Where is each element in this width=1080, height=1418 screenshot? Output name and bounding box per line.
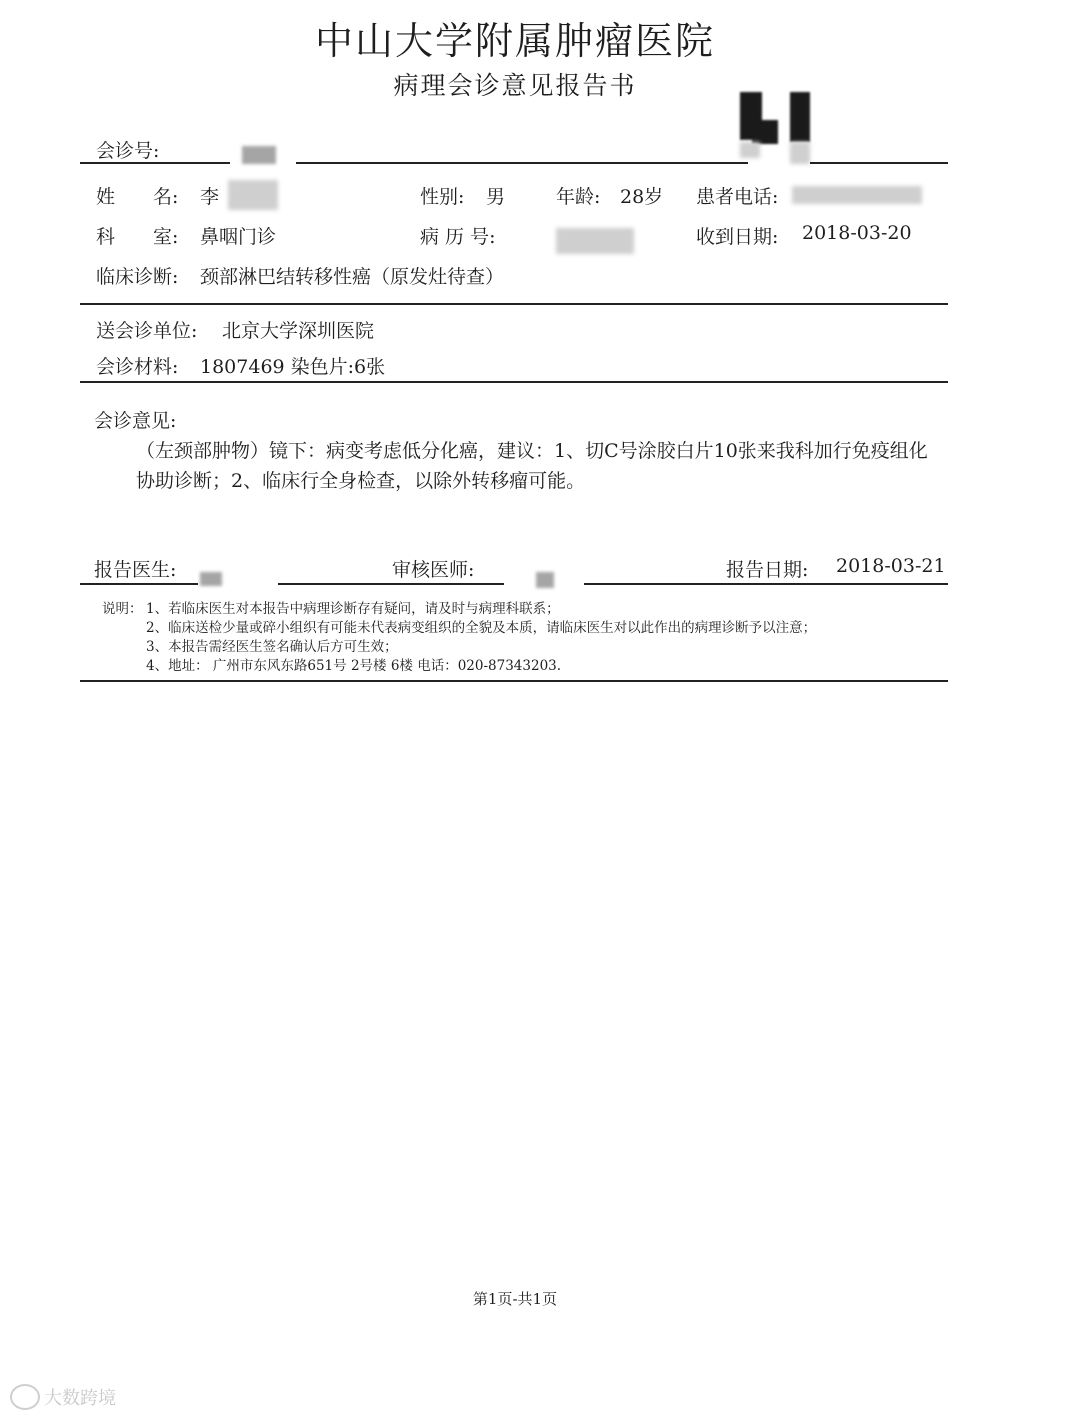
note-item: 1、若临床医生对本报告中病理诊断存有疑问，请及时与病理科联系； [146,601,560,617]
page-number: 第1页-共1页 [472,1290,558,1308]
diagnosis-value: 颈部淋巴结转移性癌（原发灶待查） [200,266,505,288]
name-label: 姓 名: [96,186,179,208]
hospital-title: 中山大学附属肿瘤医院 [314,19,715,63]
name-value: 李 [200,186,220,208]
dept-label: 科 室: [96,226,179,248]
doctor-label: 报告医生: [94,559,177,581]
received-label: 收到日期: [696,226,779,248]
reviewer-label: 审核医师: [392,559,475,581]
redaction-mark [752,120,778,144]
opinion-label: 会诊意见: [94,410,177,432]
redaction-mark [790,142,810,164]
redaction-mark [792,186,922,204]
age-label: 年龄: [556,186,601,208]
divider [278,583,504,585]
report-date-label: 报告日期: [726,559,809,581]
redaction-mark [228,180,278,210]
divider [80,303,948,305]
report-title: 病理会诊意见报告书 [393,71,637,100]
redaction-mark [536,572,554,588]
report-date-value: 2018-03-21 [836,555,946,577]
record-label: 病 历 号: [420,226,496,248]
watermark-text: 大数跨境 [44,1388,116,1409]
consult-no-label: 会诊号: [96,140,160,162]
divider [296,162,748,164]
divider [80,162,230,164]
redaction-mark [242,146,276,164]
note-item: 4、地址： 广州市东风东路651号 2号楼 6楼 电话：020-87343203. [146,658,562,674]
opinion-text: （左颈部肿物）镜下：病变考虑低分化癌，建议：1、切C号涂胶白片10张来我科加行免疫组化协助诊断；2、临床行全身检查，以除外转移瘤可能。 [136,440,928,492]
received-value: 2018-03-20 [802,222,912,244]
note-item: 3、本报告需经医生签名确认后方可生效； [146,639,398,655]
divider [80,381,948,383]
divider [80,680,948,682]
redaction-mark [790,92,810,142]
divider [810,162,948,164]
material-label: 会诊材料: [96,356,179,378]
material-value: 1807469 染色片:6张 [200,356,386,378]
watermark-logo-icon [10,1384,40,1410]
note-item: 2、临床送检少量或碎小组织有可能未代表病变组织的全貌及本质，请临床医生对以此作出的病理诊断予以注意； [146,620,817,636]
diagnosis-label: 临床诊断: [96,266,179,288]
sending-unit-value: 北京大学深圳医院 [222,320,375,342]
redaction-mark [740,142,760,158]
redaction-mark [200,572,222,586]
notes-lead: 说明： [102,601,143,617]
dept-value: 鼻咽门诊 [200,226,277,248]
redaction-mark [556,228,634,254]
age-value: 28岁 [620,186,664,208]
sex-label: 性别: [420,186,465,208]
sex-value: 男 [486,186,506,208]
divider [80,583,198,585]
watermark [10,1384,116,1410]
phone-label: 患者电话: [696,186,779,208]
divider [584,583,948,585]
sending-unit-label: 送会诊单位: [96,320,198,342]
